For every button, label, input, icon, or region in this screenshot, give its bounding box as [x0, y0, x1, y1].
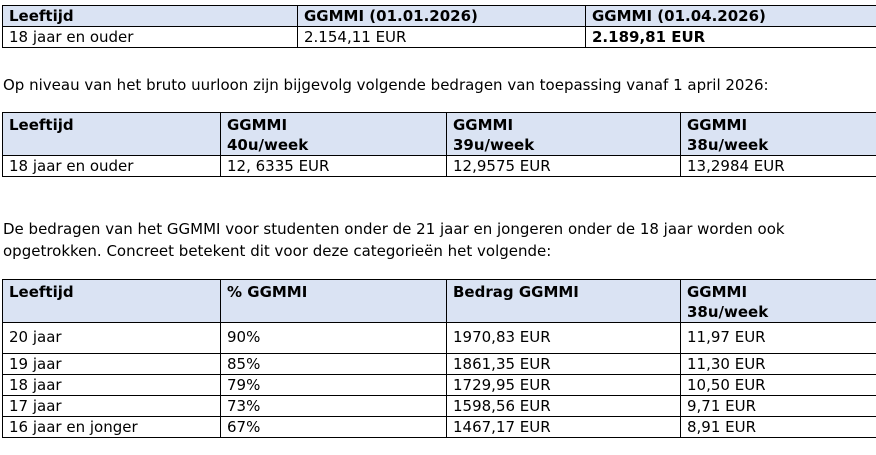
table-cell — [447, 323, 681, 354]
table-cell: 11,30 EUR — [681, 354, 876, 375]
table-cell: 18 jaar en ouder — [3, 156, 221, 177]
table-header-row — [3, 6, 876, 27]
cell-text: 90% — [227, 328, 261, 346]
table-row — [3, 354, 876, 375]
table-cell: 13,2984 EUR — [681, 156, 876, 177]
table-row — [3, 417, 876, 438]
table-cell: 1861,35 EUR — [447, 354, 681, 375]
header-line: GGMMI — [687, 283, 748, 301]
header-line: 38u/week — [687, 303, 769, 321]
table-cell: 2.154,11 EUR — [298, 27, 586, 48]
header-cell — [681, 280, 876, 323]
header-cell — [681, 113, 876, 156]
table-cell: 17 jaar — [3, 396, 221, 417]
table-cell: 1729,95 EUR — [447, 375, 681, 396]
table-cell: 12,9575 EUR — [447, 156, 681, 177]
header-line: 39u/week — [453, 136, 535, 154]
cell-text: 11,97 EUR — [687, 328, 766, 346]
table-cell: 67% — [221, 417, 447, 438]
cell-text: 20 jaar — [9, 328, 62, 346]
header-line: Bedrag GGMMI — [453, 283, 579, 301]
table-cell: 1467,17 EUR — [447, 417, 681, 438]
table-row — [3, 396, 876, 417]
table-cell: 85% — [221, 354, 447, 375]
table-cell: 79% — [221, 375, 447, 396]
table-header-row — [3, 280, 876, 323]
table-cell: 18 jaar — [3, 375, 221, 396]
header-cell — [3, 113, 221, 156]
header-cell — [447, 113, 681, 156]
table-cell: 1598,56 EUR — [447, 396, 681, 417]
table-minimum-wage-monthly — [2, 5, 876, 48]
header-line: Leeftijd — [9, 116, 74, 134]
header-line: GGMMI — [453, 116, 514, 134]
header-cell — [3, 280, 221, 323]
table-header-row — [3, 113, 876, 156]
table-cell: 10,50 EUR — [681, 375, 876, 396]
header-line: GGMMI — [227, 116, 288, 134]
header-line: 38u/week — [687, 136, 769, 154]
header-cell — [221, 113, 447, 156]
table-hourly-wage — [2, 112, 876, 177]
table-cell: 12, 6335 EUR — [221, 156, 447, 177]
table-cell: 8,91 EUR — [681, 417, 876, 438]
table-row — [3, 27, 876, 48]
header-line: 40u/week — [227, 136, 309, 154]
table-cell: 73% — [221, 396, 447, 417]
paragraph-hourly-intro: Op niveau van het bruto uurloon zijn bijgevolg volgende bedragen van toepassing vanaf 1 april 2026: — [3, 76, 769, 94]
table-cell — [221, 323, 447, 354]
table-cell — [681, 323, 876, 354]
cell-text: 1970,83 EUR — [453, 328, 551, 346]
header-line: Leeftijd — [9, 283, 74, 301]
header-cell — [447, 280, 681, 323]
header-line: GGMMI — [687, 116, 748, 134]
table-row — [3, 323, 876, 354]
table-cell: 16 jaar en jonger — [3, 417, 221, 438]
table-cell: 19 jaar — [3, 354, 221, 375]
table-row — [3, 156, 876, 177]
table-cell: 9,71 EUR — [681, 396, 876, 417]
table-cell: 18 jaar en ouder — [3, 27, 298, 48]
header-cell — [221, 280, 447, 323]
table-cell — [3, 323, 221, 354]
table-row — [3, 375, 876, 396]
header-cell: Leeftijd — [3, 6, 298, 27]
header-cell: GGMMI (01.01.2026) — [298, 6, 586, 27]
header-cell: GGMMI (01.04.2026) — [586, 6, 876, 27]
table-cell: 2.189,81 EUR — [586, 27, 876, 48]
header-line: % GGMMI — [227, 283, 308, 301]
paragraph-students-intro: De bedragen van het GGMMI voor studenten onder de 21 jaar en jongeren onder de 18 jaar worden ook opgetrokken. Concreet betekent dit voor deze categorieën het volgende: — [3, 220, 785, 260]
table-youth-wage — [2, 279, 876, 438]
